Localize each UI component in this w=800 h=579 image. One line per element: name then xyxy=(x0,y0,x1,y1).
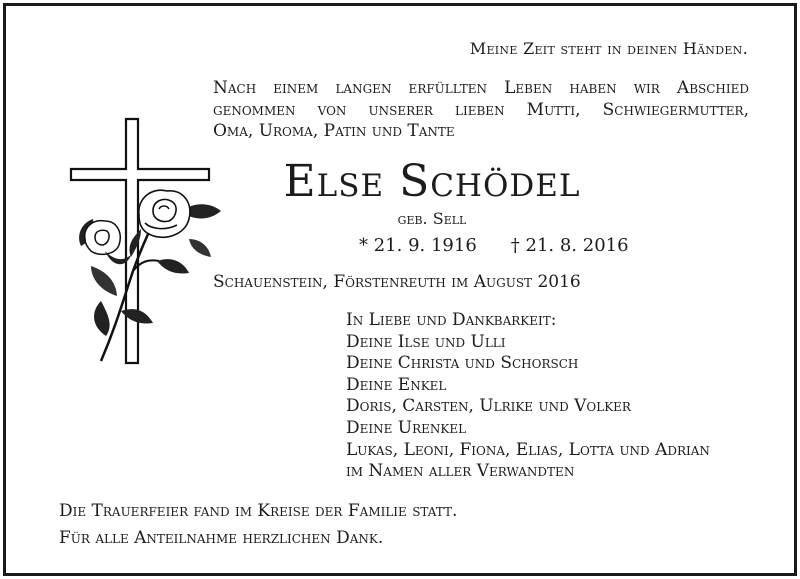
mourner-line: Doris, Carsten, Ulrike und Volker xyxy=(346,396,631,417)
birth-date: * 21. 9. 1916 xyxy=(359,235,477,256)
intro-line-1: Nach einem langen erfüllten Leben haben wir Abschied xyxy=(213,78,749,98)
mourner-line: Lukas, Leoni, Fiona, Elias, Lotta und Adrian xyxy=(346,439,710,460)
intro-text xyxy=(213,78,749,143)
deceased-name: Else Schödel xyxy=(283,156,581,207)
death-date: † 21. 8. 2016 xyxy=(510,235,629,256)
birth-name: geb. Sell xyxy=(397,209,467,228)
mourners-heading: In Liebe und Dankbarkeit: xyxy=(346,310,557,330)
mourner-line: im Namen aller Verwandten xyxy=(346,461,575,482)
mourner-line: Deine Enkel xyxy=(346,374,447,395)
life-dates xyxy=(359,235,629,256)
mourners-list xyxy=(346,310,710,483)
intro-line-3: Oma, Uroma, Patin und Tante xyxy=(213,121,455,141)
footer-text xyxy=(59,498,457,552)
place-and-date: Schauenstein, Förstenreuth im August 2016 xyxy=(213,272,581,292)
intro-line-2: genommen von unserer lieben Mutti, Schwiegermutter, xyxy=(213,99,749,120)
mourner-line: Deine Christa und Schorsch xyxy=(346,353,579,374)
cross-with-roses-icon xyxy=(61,111,226,371)
obituary-notice xyxy=(3,3,797,576)
footer-line-2: Für alle Anteilnahme herzlichen Dank. xyxy=(59,528,384,548)
footer-line-1: Die Trauerfeier fand im Kreise der Familie statt. xyxy=(59,501,458,521)
mourner-line: Deine Urenkel xyxy=(346,417,467,438)
motto: Meine Zeit steht in deinen Händen. xyxy=(469,39,748,58)
mourner-line: Deine Ilse und Ulli xyxy=(346,331,506,352)
